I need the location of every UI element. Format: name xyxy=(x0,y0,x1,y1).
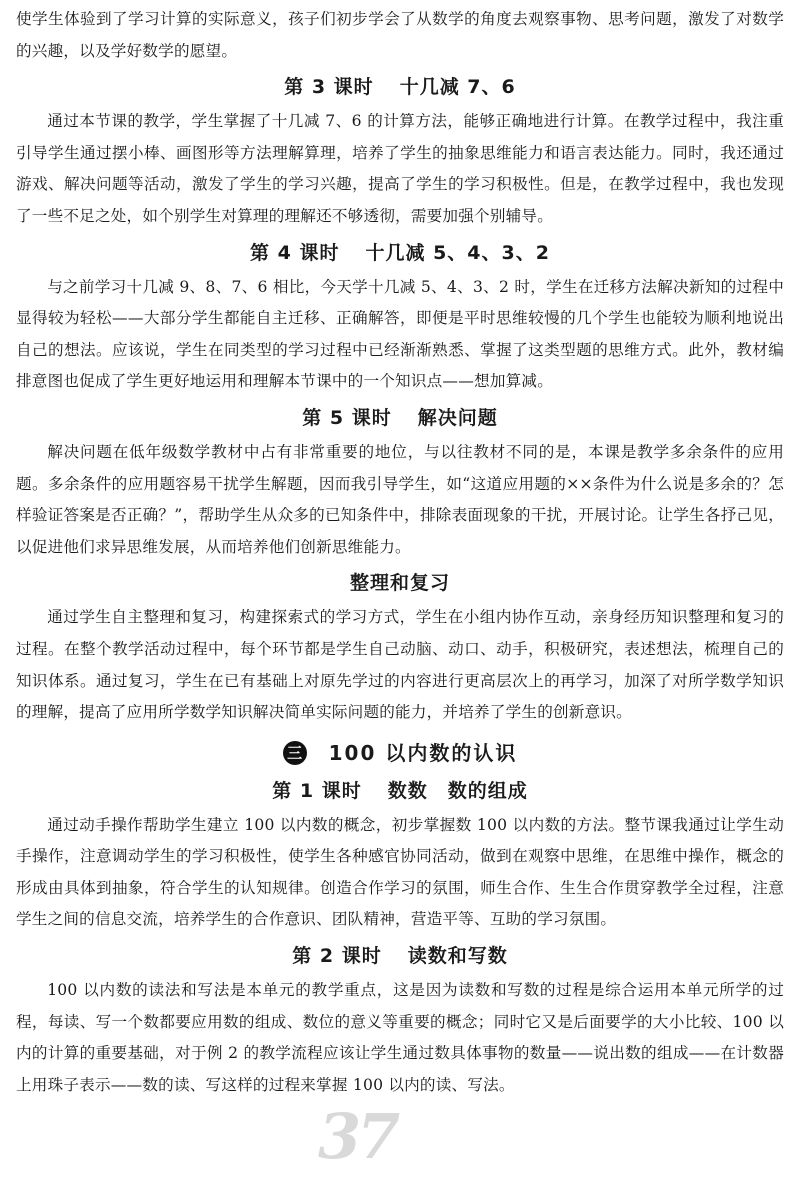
lesson-number: 第 4 课时 xyxy=(250,241,340,264)
lesson-topic: 数数 数的组成 xyxy=(387,779,528,802)
lesson-number: 第 2 课时 xyxy=(292,945,382,968)
lesson-topic: 十几减 5、4、3、2 xyxy=(365,241,550,264)
unit3-lesson-1-paragraph: 通过动手操作帮助学生建立 100 以内数的概念，初步掌握数 100 以内数的方法。整节课我通过让学生动手操作，注意调动学生的学习积极性，使学生各种感官协同活动，做到在观察中思维，在思维中操作，概念的形成由具体到抽象，符合学生的认知规律。创造合作学习的氛围，师生合作、生生合作贯穿教学全过程，注意学生之间的信息交流，培养学生的合作意识、团队精神，营造平等、互助的学习氛围。 xyxy=(16,815,784,929)
review-title: 整理和复习 xyxy=(349,572,450,595)
unit3-lesson-2-paragraph: 100 以内数的读法和写法是本单元的教学重点，这是因为读数和写数的过程是综合运用本单元所学的过程，每读、写一个数都要应用数的组成、数位的意义等重要的概念；同时它又是后面要学的大小比较、100 以内的计算的重要基础，对于例 2 的教学流程应该让学生通过数具体事物的数量——说出数的组成——在计数器上用珠子表示——数的读、写这样的过程来掌握 100 以内的读、写法。 xyxy=(16,981,784,1094)
lesson-4-title xyxy=(16,235,784,271)
lesson-topic: 解决问题 xyxy=(417,406,498,429)
lesson-5-paragraph: 解决问题在低年级数学教材中占有非常重要的地位，与以往教材不同的是，本课是教学多余条件的应用题。多余条件的应用题容易干扰学生解题，因而我引导学生，如“这道应用题的××条件为什么说是多余的？怎样验证答案是否正确？”，帮助学生从众多的已知条件中，排除表面现象的干扰，开展讨论。让学生各抒己见，以促进他们求异思维发展，从而培养他们创新思维能力。 xyxy=(16,442,784,556)
unit-title xyxy=(16,735,784,771)
lesson-topic: 读数和写数 xyxy=(407,945,508,968)
lesson-3-title xyxy=(16,69,784,105)
unit3-lesson-2-title xyxy=(16,938,784,974)
review-paragraph: 通过学生自主整理和复习，构建探索式的学习方式，学生在小组内协作互动，亲身经历知识整理和复习的过程。在整个教学活动过程中，每个环节都是学生自己动脑、动口、动手，积极研究，表述想法，梳理自己的知识体系。通过复习，学生在已有基础上对原先学过的内容进行更高层次上的再学习，加深了对所学数学知识的理解，提高了应用所学数学知识解决简单实际问题的能力，并培养了学生的创新意识。 xyxy=(16,608,784,722)
intro-paragraph: 使学生体验到了学习计算的实际意义，孩子们初步学会了从数学的角度去观察事物、思考问题，激发了对数学的兴趣，以及学好数学的愿望。 xyxy=(16,10,784,60)
lesson-number: 第 3 课时 xyxy=(284,76,374,99)
lesson-5-title xyxy=(16,400,784,436)
unit-number-badge: 三 xyxy=(283,741,307,765)
unit3-lesson-1-title xyxy=(16,773,784,809)
lesson-number: 第 5 课时 xyxy=(302,406,392,429)
page-number: 37 xyxy=(318,1100,397,1173)
lesson-3-paragraph: 通过本节课的教学，学生掌握了十几减 7、6 的计算方法，能够正确地进行计算。在教学过程中，我注重引导学生通过摆小棒、画图形等方法理解算理，培养了学生的抽象思维能力和语言表达能力。同时，我还通过游戏、解决问题等活动，激发了学生的学习兴趣，提高了学生的学习积极性。但是，在教学过程中，我也发现了一些不足之处，如个别学生对算理的理解还不够透彻，需要加强个别辅导。 xyxy=(16,112,784,225)
document-page xyxy=(16,4,784,1101)
unit-title-text: 100 以内数的认识 xyxy=(328,740,518,765)
lesson-topic: 十几减 7、6 xyxy=(399,76,516,99)
lesson-4-paragraph: 与之前学习十几减 9、8、7、6 相比，今天学十几减 5、4、3、2 时，学生在迁移方法解决新知的过程中显得较为轻松——大部分学生都能自主迁移、正确解答，即便是平时思维较慢的几个学生也能较为顺利地说出自己的想法。应该说，学生在同类型的学习过程中已经渐渐熟悉、掌握了这类型题的思维方式。此外，教材编排意图也促成了学生更好地运用和理解本节课中的一个知识点——想加算减。 xyxy=(16,277,784,391)
lesson-number: 第 1 课时 xyxy=(272,779,362,802)
